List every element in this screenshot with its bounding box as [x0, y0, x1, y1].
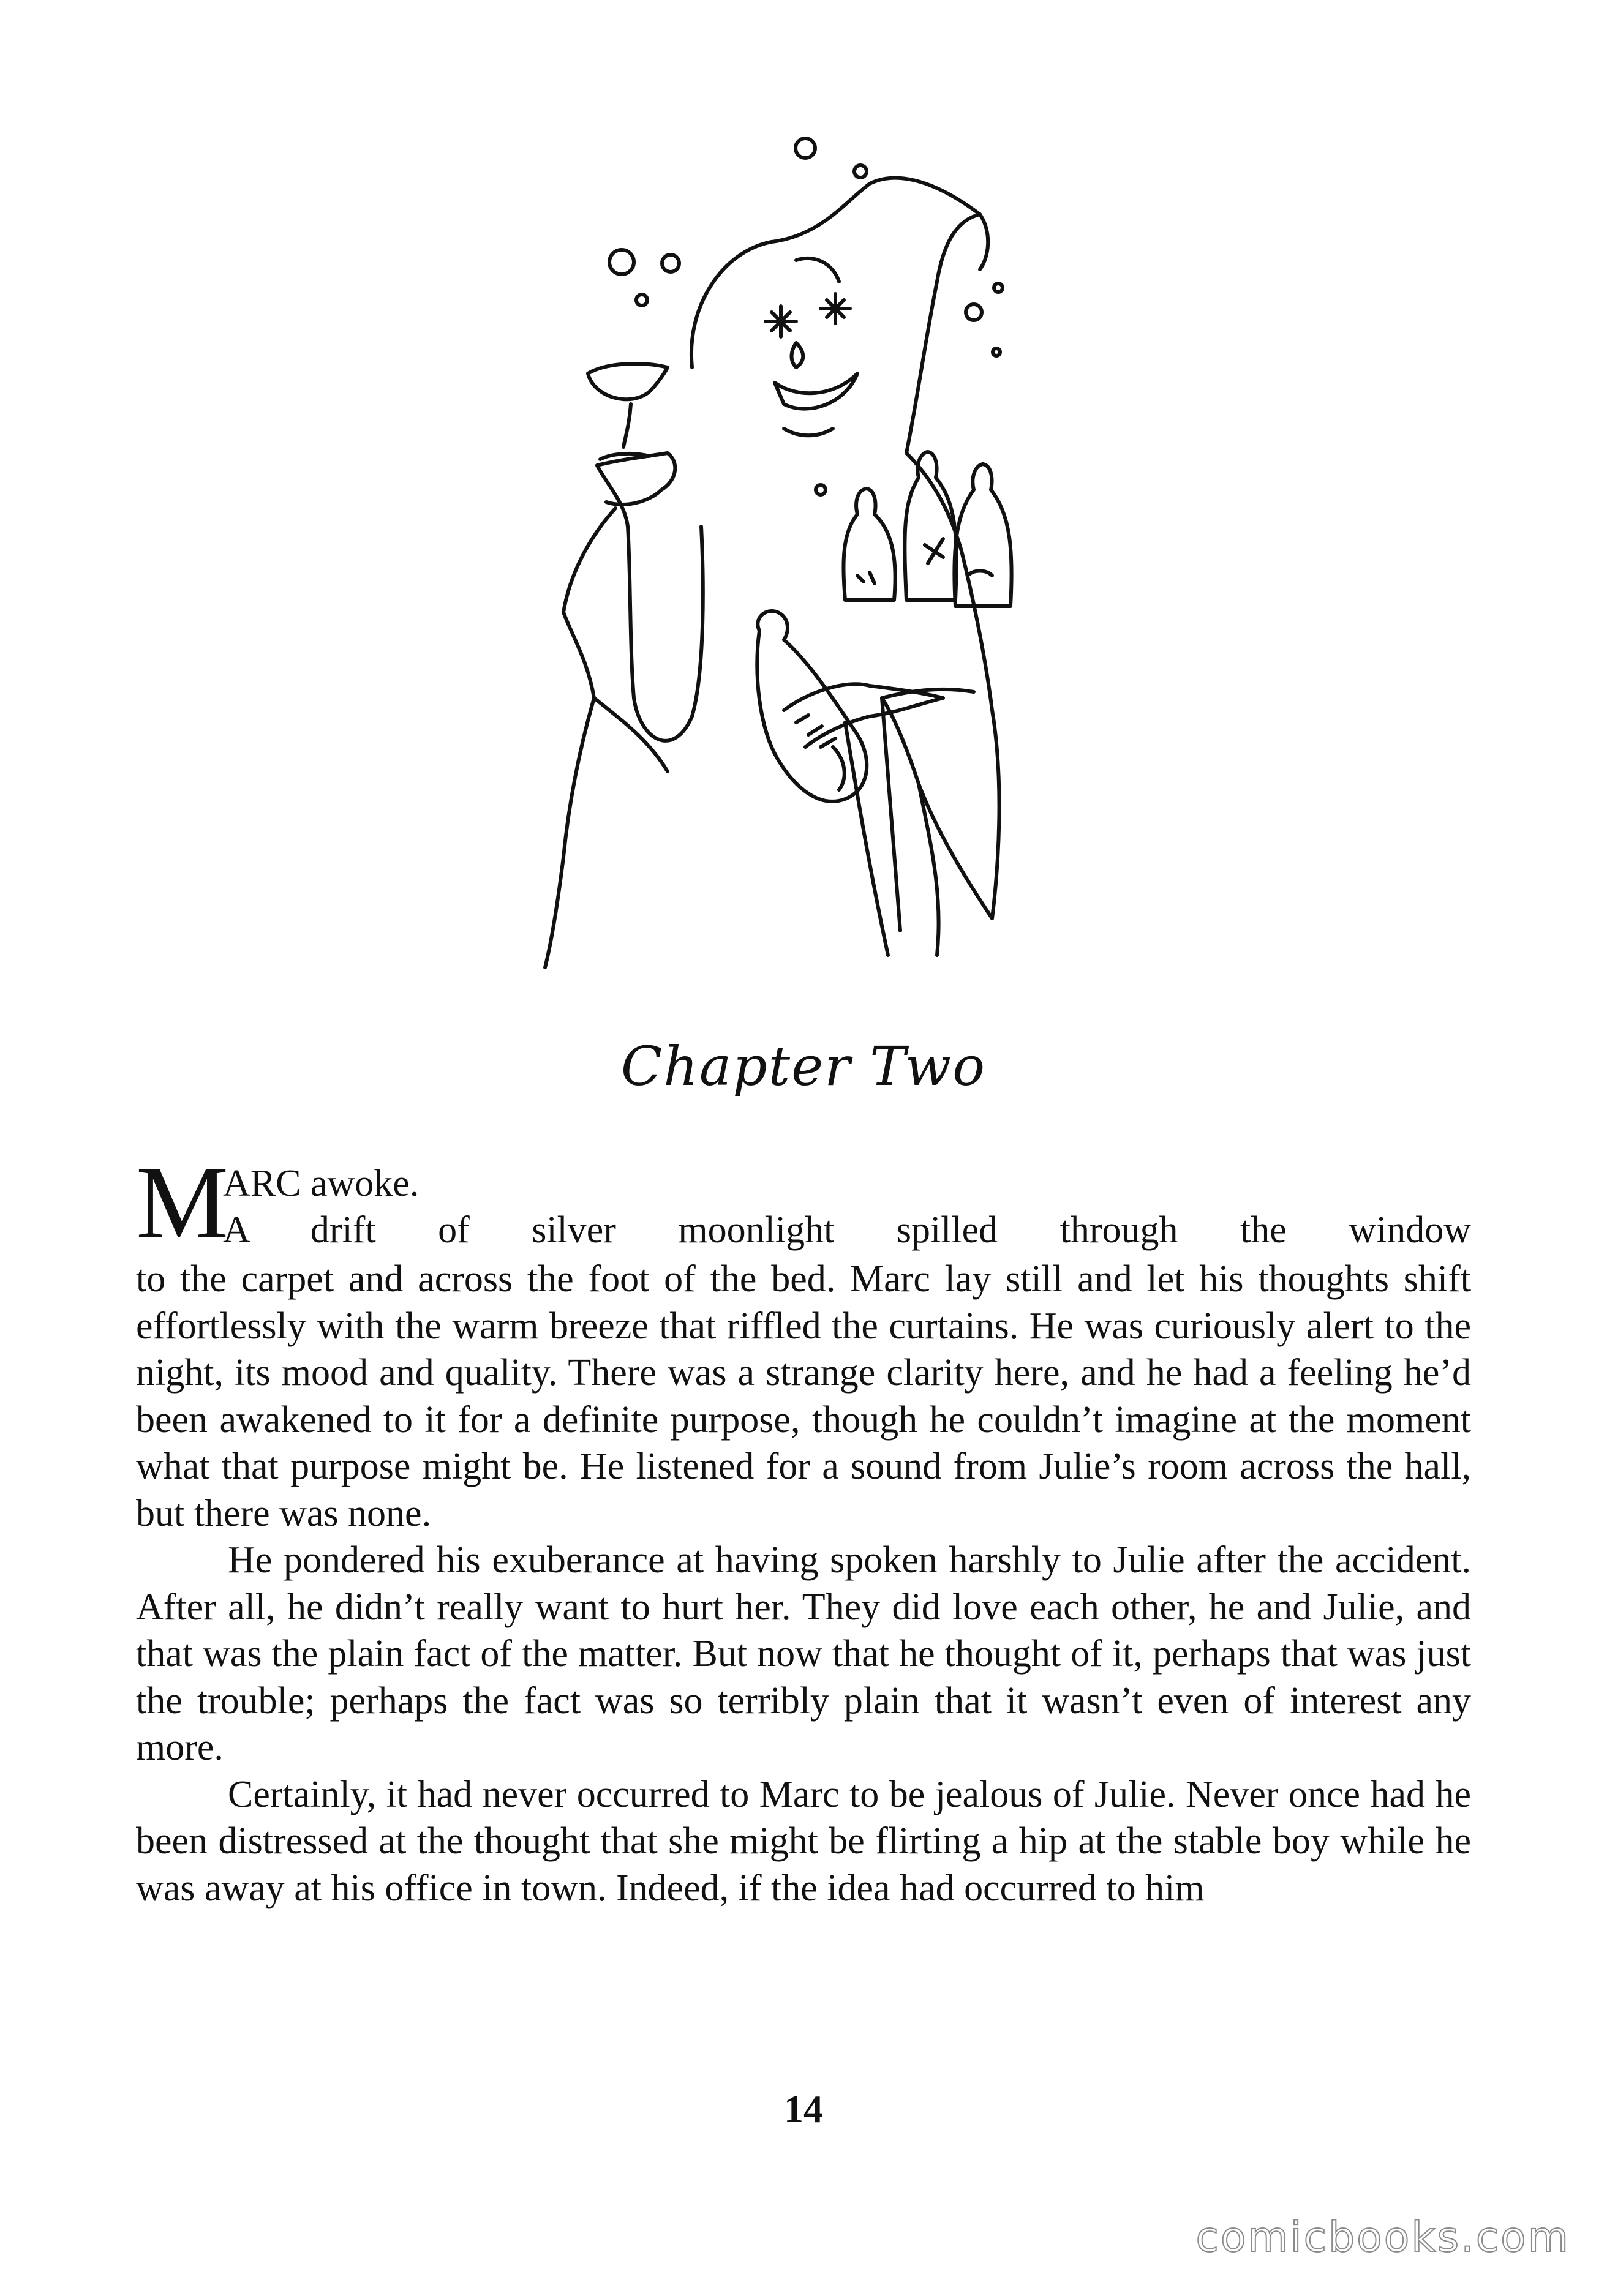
page-number: 14 [784, 2087, 823, 2131]
chapter-body [136, 1145, 1471, 1911]
paragraph-2: He pondered his exuberance at having spoken harshly to Julie after the accident. After all, he didn’t really want to hurt her. They did love each other, he and Julie, and that was the plain fact of the matter. But now that he thought of it, perhaps that was just the trouble; perhaps the fact was so terribly plain that it wasn’t even of interest any more. [136, 1539, 1471, 1768]
drop-cap: M [136, 1145, 229, 1260]
opening-sentence: ARC awoke. [223, 1163, 420, 1204]
opening-lines [136, 1145, 1471, 1260]
paragraph-3: Certainly, it had never occurred to Marc to be jealous of Julie. Never once had he been distressed at the thought that she might be flirting a hip at the stable boy while he was away at his office in town. Indeed, if the idea had occurred to him [136, 1773, 1471, 1909]
chapter-heading: Chapter Two [620, 1035, 987, 1098]
paragraph-1: to the carpet and across the foot of the bed. Marc lay still and let his thoughts shift effortlessly with the warm breeze that riffled the curtains. He was curiously alert to the night, its mood and quality. There was a strange clarity here, and he had a feeling he’d been awakened to it for a definite purpose, though he couldn’t imagine at the moment what that purpose might be. He listened for a sound from Julie’s room across the hall, but there was none. [136, 1258, 1471, 1534]
opening-line-two: A drift of silver moonlight spilled through the window [223, 1209, 1471, 1251]
ghost-drinking-illustration [465, 110, 1115, 980]
watermark-logo: comicbooks.com [1195, 2213, 1570, 2262]
